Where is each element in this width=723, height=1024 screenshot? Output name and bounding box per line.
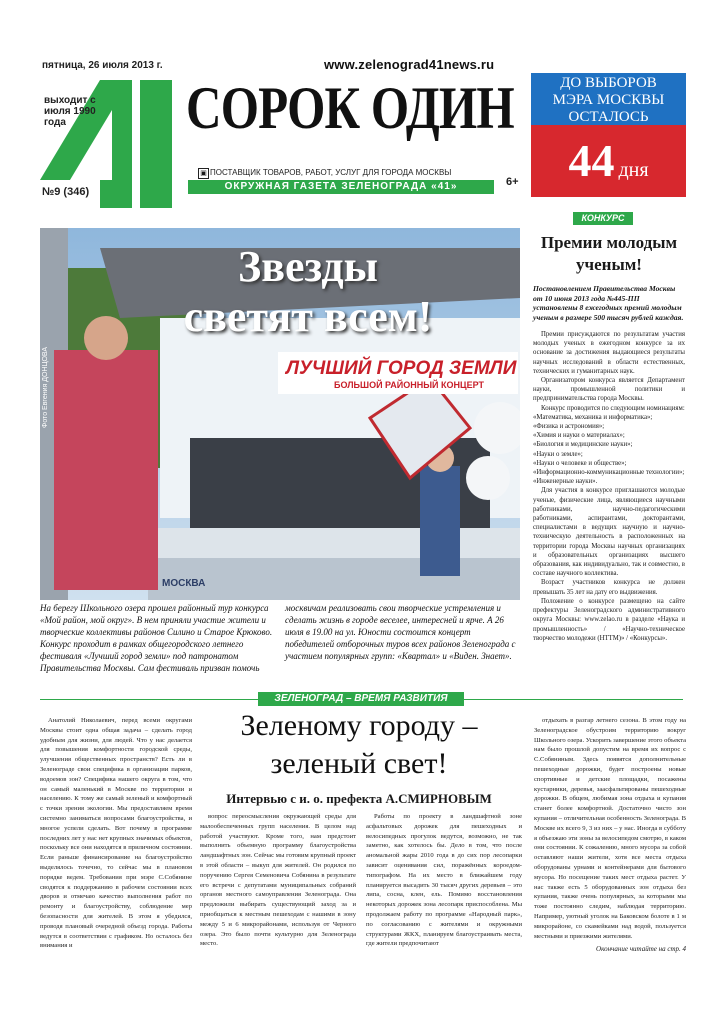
article-headline-line-1: Зеленому городу –: [240, 709, 478, 742]
issue-number: №9 (346): [42, 186, 90, 198]
article-column-3: [366, 812, 522, 962]
contest-paragraph: Возраст участников конкурса не должен превышать 35 лет на дату его выдвижения.: [533, 579, 685, 596]
concert-photo: [40, 228, 520, 600]
website-link[interactable]: www.zelenograd41news.ru: [324, 57, 495, 72]
article-text: Работы по проекту в ландшафтной зоне асфальтовых дорожек для пешеходных и велосипедных прогулок ведутся, возможно, не так заметно, как хотелось бы. Дело в том, что после аномальной жары 2010 года в до сих пор лесопарки зависит оценивания сил, поражённых короедом-типографом. На их место в ближайшем году планируется высадить 30 тысяч других деревьев – это липа, сосна, клен, ель. Помимо восстановления некоторых дорожек зона лесопарк приспособлена. Мы продолжаем работу по программе «Народный парк», по согласованию с жителями и окружными структурами ЖКХ, планируем благоустраивать места, где жители предпочитают: [366, 813, 522, 948]
festival-banner-subtitle: БОЛЬШОЙ РАЙОННЫЙ КОНЦЕРТ: [334, 380, 484, 390]
nomination-item: «Инженерные науки».: [533, 478, 598, 486]
photo-credit: Фото Евгения ДОНЦОВА: [42, 346, 49, 428]
contest-tag: КОНКУРС: [573, 212, 633, 225]
countdown-header: [531, 73, 686, 125]
nominations-list: [533, 413, 685, 487]
nomination-item: «Математика, механика и информатика»;: [533, 413, 653, 421]
article-text: вопрос переосмысления окружающей среды для малообеспеченных групп населения. В целом над работой участвуют. Кроме того, нам предстоит выполнить объемную программу благоустройства ландшафтных зон. Сейчас мы готовим крупный проект в этой области – выкуп для жителей. Он родился по поручению Сергея Семеновича Собянина в результате его встречи с депутатами муниципальных собраний органов местного самоуправления Зеленограда. Она предложили выбирать существующий заход за и приобщаться к местным пешеходам с нашими в зону между 5 и 6 микрорайонами, используя от Черного озера. Это было почти культурно для Зеленограда место.: [200, 813, 356, 948]
contest-paragraph: Положение о конкурсе размещено на сайте префектуры Зеленоградского административного округа Москвы: www.zelao.ru в разделе «Наука и промышленность» / «Научно-техническое творчество молодежи (НТТМ)» / «Конкурсы».: [533, 597, 685, 642]
article-subheadline: Интервью с и. о. префекта А.СМИРНОВЫМ: [226, 791, 492, 806]
continued-note: Окончание читайте на стр. 4: [596, 945, 686, 953]
article-text: отдыхать в разгар летнего сезона. В этом году на Зеленоградское обустроим территорию вокруг Школьного озера. Ускорить завершение этого объекта нам было прошлой допустим на время их вопрос с С.Собяниным. Здесь появятся дополнительные пешеходные дорожки, будет построены новые спортивные и детские площадки, посажены кустарники, деревья, заасфальтированы пешеходные дорожки. В общем, любимая зона отдыха и купания станет более комфортной. Достаточно чисто зон купания – отличительная особенность Зеленограда. В Москве их всего 9, 3 из них – у нас. Иногда в субботу я объезжаю эти зоны за велосипедом смотрю, в каком они состоянии. К сожалению, много мусора за собой оставляют наши жители, хотя все места отдыха оборудованы урнами и контейнерами для бытового мусора. Но посещение таких мест отдыха растет. У нас также есть 5 оборудованных зон отдыха без купания, также очень популярных, за которыми мы тоже постоянно следим, наблюдая территорию. Например, уютный уголок на Баковском болоте в 1 м микрорайоне, со скамейками над водой, пользуется местными и приезжими жителями.: [534, 717, 686, 940]
contest-lead: Постановлением Правительства Москвы от 10 июня 2013 года №445-ПП установлены 8 ежегодных премий молодым ученым в размере 500 тысяч рублей каждая.: [533, 284, 684, 322]
newspaper-title: СОРОК ОДИН: [186, 75, 514, 141]
contest-paragraph: Для участия в конкурсе приглашаются молодые ученые, физические лица, являющиеся научными работниками, научно-педагогическими работниками, аспирантами, докторантами, специалистами в ведущих научную и научно-техническую деятельность в расположенных на территории города Москвы научных организациях и образовательных организациях высшего образования, как индивидуально, так и совместно, в составе научного коллектива.: [533, 487, 685, 578]
countdown-days-box: [531, 125, 686, 197]
article-headline: [200, 707, 518, 783]
photo-caption: На берегу Школьного озера прошел районный тур конкурса «Мой район, мой округ». В нем приняли участие жители и творческие коллективы районов Силино и Старое Крюково. Конкурс проходит в рамках общегородского летнего фестиваля «Лучший город земли» под патронатом Правительства Москвы. Сам фестиваль призван помочь москвичам реализовать свои творческие устремления и сделать жизнь в городе веселее, интересней и ярче. А 26 июля в 19.00 на ул. Юности состоится концерт победителей отборочных туров всех районов Зеленограда с участием популярных групп: «Квартал» и «Виден. Знает».: [40, 603, 516, 673]
article-text: Анатолий Николаевич, перед всеми округами Москвы стоит одна общая задача – сделать город удобным для жизни, для людей. Что у нас делается для повышения комфортности городской среды, улучшения общественных пространств? Есть ли в Зеленограде свои специфика в организации парков, водоемов зон? Специфика нашего округа в том, что он самый маленький в Москве по территории и населению. К тому же самый зеленый и комфортный с точки зрения экологии. Мы предоставляем время системно заниматься вопросами благоустройства, и многое успели сделать. Вот почему в программе последних лет у нас нет крупных значимых объектов, поскольку все они находятся в приличном состоянии. Если раньше финансирование на благоустройство выделялось точечно, то сейчас мы в плановом порядке ведем. Требования при мэре С.Собянине сводятся к поддержанию в рабочем состоянии всех дворов и отмечаю качество выполнения работ по ремонту и благоустройству, соблюдение мер безопасности для жителей. В этом я убедился, проводя плановый очередной объезд города. Работы ведутся в соответствии с графиком. Но осталось без внимания и: [40, 717, 192, 950]
contest-paragraph: Премии присуждаются по результатам участия молодых ученых в ежегодном конкурсе за их основание за достижения выдающиеся результаты научных исследований в области естественных, технических и гуманитарных наук.: [533, 331, 685, 375]
nomination-item: «Науки о земле»;: [533, 450, 583, 458]
nomination-item: «Биология и медицинские науки»;: [533, 441, 633, 449]
festival-banner-title: ЛУЧШИЙ ГОРОД ЗЕМЛИ: [286, 358, 517, 379]
supplier-tagline: ПОСТАВЩИК ТОВАРОВ, РАБОТ, УСЛУГ ДЛЯ ГОРОДА МОСКВЫ: [210, 168, 452, 177]
countdown-unit: дня: [618, 159, 649, 181]
section-label: ЗЕЛЕНОГРАД – ВРЕМЯ РАЗВИТИЯ: [258, 692, 464, 706]
headline-stars-line-1: Звезды: [237, 242, 378, 291]
countdown-days: 44: [568, 135, 615, 186]
contest-paragraph: Организатором конкурса является Департамент науки, промышленной политики и предпринимательства города Москвы.: [533, 377, 685, 403]
issue-date: пятница, 26 июля 2013 г.: [42, 60, 163, 71]
nomination-item: «Науки о человеке и обществе»;: [533, 459, 627, 467]
article-column-1: [40, 716, 192, 961]
headline-stars: [158, 242, 458, 342]
festival-banner: [278, 352, 518, 394]
article-headline-line-2: зеленый свет!: [270, 747, 448, 780]
contest-paragraph: Конкурс проводится по следующим номинациям:: [541, 404, 685, 412]
published-since: выходит с июля 1990 года: [44, 95, 96, 128]
contest-title: Премии молодым ученым!: [540, 233, 678, 274]
headline-stars-line-2: светят всем!: [183, 292, 433, 341]
countdown-line-2: МЭРА МОСКВЫ: [552, 92, 665, 108]
article-column-4: [534, 716, 686, 943]
nomination-item: «Химия и науки о материалах»;: [533, 432, 625, 440]
stage-sign: МОСКВА: [162, 578, 206, 589]
countdown-line-1: ДО ВЫБОРОВ: [560, 75, 657, 91]
supplier-badge-icon: ▣: [198, 168, 209, 179]
contest-body: [533, 330, 685, 643]
newspaper-subtitle: ОКРУЖНАЯ ГАЗЕТА ЗЕЛЕНОГРАДА «41»: [188, 180, 494, 194]
article-column-2: [200, 812, 356, 962]
election-countdown: [531, 63, 686, 197]
countdown-line-3: ОСТАЛОСЬ: [568, 109, 649, 125]
nomination-item: «Физика и астрономия»;: [533, 423, 605, 431]
age-rating: 6+: [506, 176, 519, 188]
nomination-item: «Информационно-коммуникационные технологии»;: [533, 469, 685, 477]
